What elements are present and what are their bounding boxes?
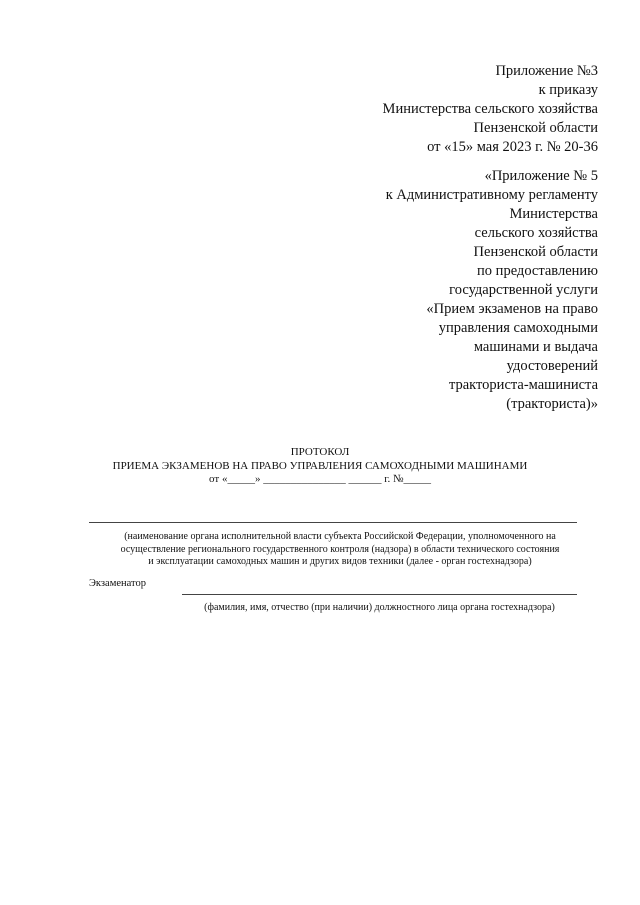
- examiner-label: Экзаменатор: [89, 578, 146, 589]
- annex-5-line: машинами и выдача: [473, 339, 598, 355]
- protocol-title: ПРОТОКОЛ: [290, 446, 350, 458]
- annex-5-line: к Административному регламенту: [385, 187, 598, 203]
- annex-3-line: Пензенской области: [473, 120, 598, 136]
- annex-5-line: «Прием экзаменов на право: [426, 301, 598, 317]
- annex-5-header: [386, 167, 598, 414]
- annex-3-line: Приложение №3: [495, 63, 598, 79]
- authority-caption-line: и эксплуатации самоходных машин и других видов техники (далее - орган гостехнадзора): [148, 556, 532, 567]
- examiner-name-line: [182, 594, 577, 595]
- annex-5-line: управления самоходными: [438, 320, 598, 336]
- authority-name-line: [89, 522, 577, 523]
- annex-5-line: «Приложение № 5: [484, 168, 598, 184]
- annex-3-header: [383, 62, 598, 157]
- annex-5-line: удостоверений: [506, 358, 598, 374]
- annex-5-line: по предоставлению: [477, 263, 598, 279]
- protocol-heading: [0, 446, 640, 487]
- annex-5-line: Пензенской области: [473, 244, 598, 260]
- annex-5-line: (тракториста)»: [506, 396, 598, 412]
- authority-caption-line: (наименование органа исполнительной власти субъекта Российской Федерации, уполномоченного на: [124, 531, 556, 542]
- annex-5-line: Министерства: [509, 206, 598, 222]
- annex-5-line: государственной услуги: [449, 282, 598, 298]
- examiner-caption: (фамилия, имя, отчество (при наличии) должностного лица органа гостехнадзора): [204, 602, 555, 613]
- protocol-subtitle: ПРИЕМА ЭКЗАМЕНОВ НА ПРАВО УПРАВЛЕНИЯ САМОХОДНЫМИ МАШИНАМИ: [112, 459, 528, 472]
- authority-caption: [60, 531, 620, 569]
- annex-3-line: к приказу: [538, 82, 598, 98]
- annex-3-line: от «15» мая 2023 г. № 20-36: [427, 139, 598, 155]
- authority-caption-line: осуществление регионального государственного контроля (надзора) в области технического состояния: [120, 543, 560, 555]
- annex-3-line: Министерства сельского хозяйства: [382, 101, 598, 117]
- annex-5-line: тракториста-машиниста: [448, 377, 598, 393]
- protocol-date-line: от «_____» _______________ ______ г. №_____: [209, 473, 431, 485]
- annex-5-line: сельского хозяйства: [474, 225, 598, 241]
